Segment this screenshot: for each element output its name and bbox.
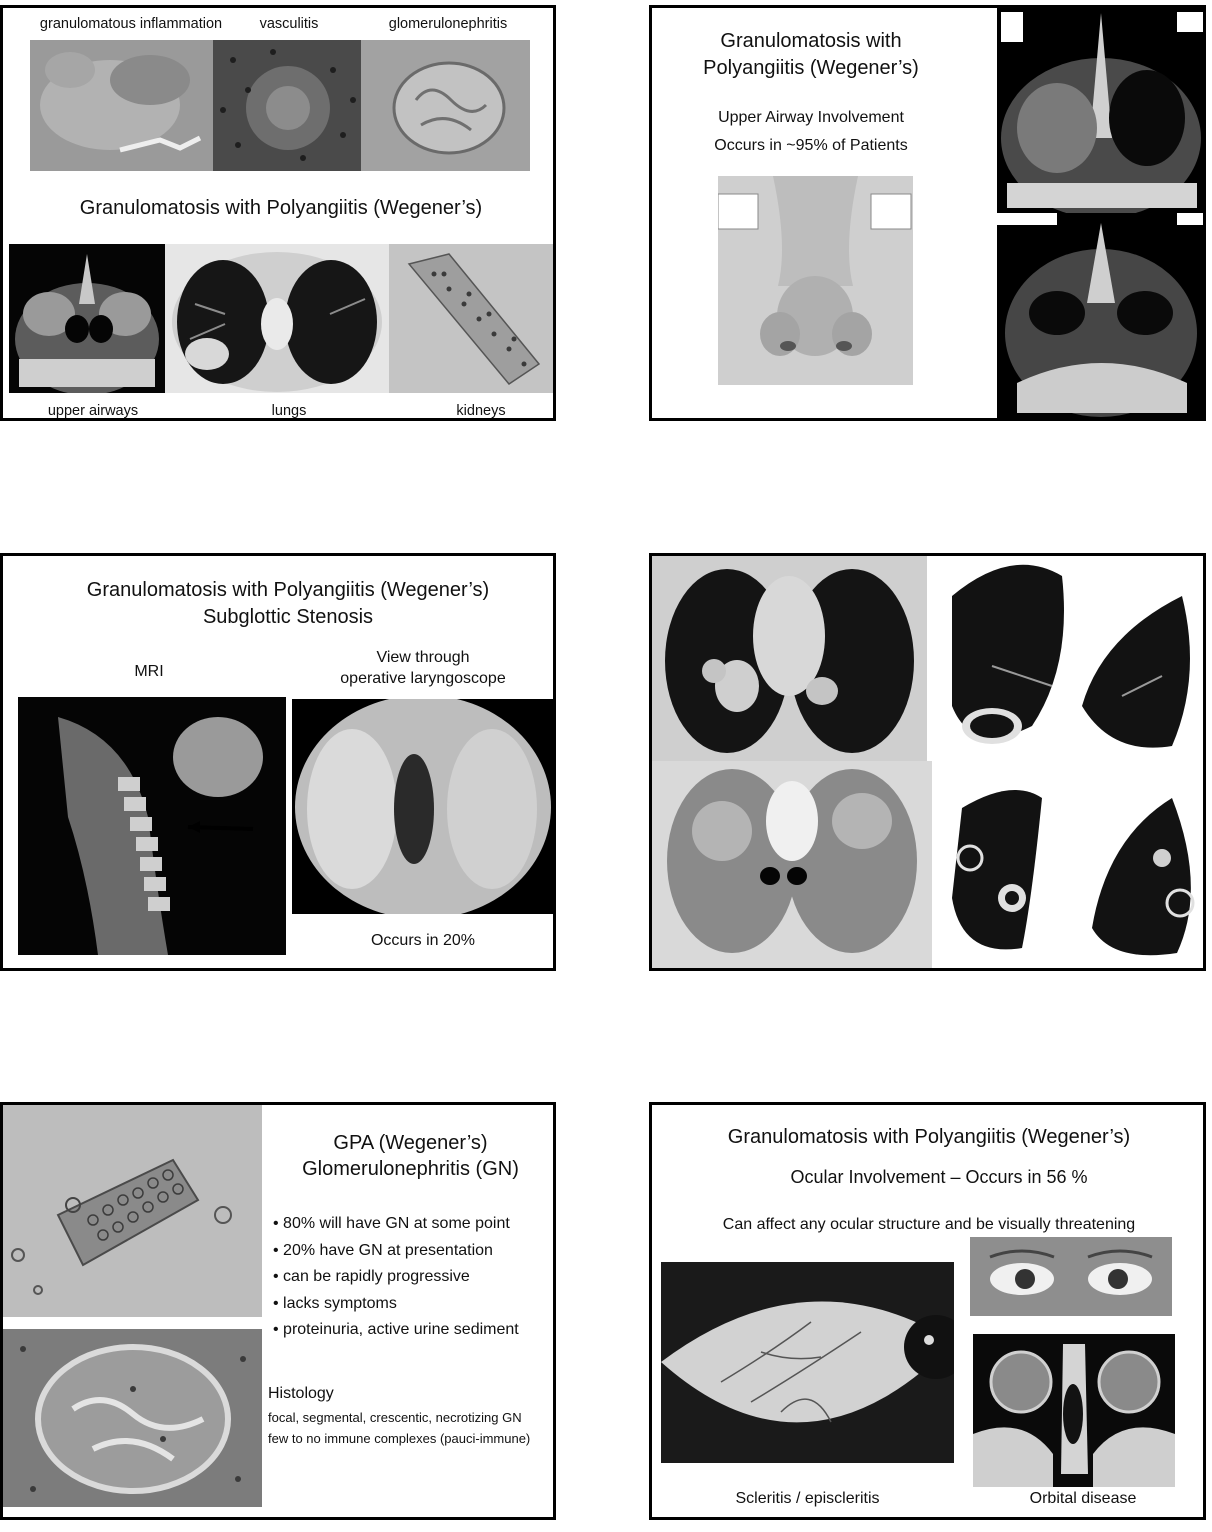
slide-upper-airway-involvement <box>649 5 1206 421</box>
caption-occurs-20: Occurs in 20% <box>370 932 476 949</box>
micrograph-vasculitis <box>213 40 361 171</box>
slide5-title-line1: GPA (Wegener’s) <box>333 1132 488 1154</box>
slide6-description: Can affect any ocular structure and be visually threatening <box>722 1216 1136 1233</box>
photo-saddle-nose <box>718 176 913 385</box>
slide6-subtitle: Ocular Involvement – Occurs in 56 % <box>790 1167 1088 1187</box>
slide-glomerulonephritis <box>0 1102 556 1520</box>
caption-glomerulonephritis: glomerulonephritis <box>388 16 508 32</box>
slide6-title: Granulomatosis with Polyangiitis (Wegener’s) <box>727 1126 1131 1148</box>
slide5-title-line2: Glomerulonephritis (GN) <box>302 1158 519 1180</box>
caption-kidneys: kidneys <box>456 403 506 419</box>
ct-multiple-cavities <box>932 768 1206 968</box>
ct-lungs <box>165 244 389 393</box>
laryngoscope-view <box>292 699 554 914</box>
list-item: • lacks symptoms <box>273 1291 519 1318</box>
ct-cavitary-lesion <box>932 556 1206 768</box>
ct-orbital-disease <box>973 1334 1175 1487</box>
ct-upper-airways <box>9 244 165 393</box>
histology-line1: focal, segmental, crescentic, necrotizing GN <box>268 1410 522 1425</box>
list-item: • can be rapidly progressive <box>273 1264 519 1291</box>
ct-diffuse-hemorrhage <box>652 761 932 968</box>
photo-proptosis <box>970 1237 1172 1316</box>
micrograph-rbc-cast <box>3 1105 262 1317</box>
slide-subglottic-stenosis <box>0 553 556 971</box>
slide2-subtitle-line2: Occurs in ~95% of Patients <box>714 137 908 154</box>
slide2-subtitle-line1: Upper Airway Involvement <box>718 109 904 126</box>
slide2-title-line1: Granulomatosis with <box>720 30 902 52</box>
histology-line2: few to no immune complexes (pauci-immune) <box>268 1431 531 1446</box>
slide1-title: Granulomatosis with Polyangiitis (Wegener’s) <box>79 197 483 219</box>
mri-neck-sagittal <box>18 697 286 955</box>
caption-lungs: lungs <box>271 403 307 419</box>
ct-sinuses-upper <box>997 8 1206 213</box>
list-item: • 80% will have GN at some point <box>273 1211 519 1238</box>
slide3-title-line2: Subglottic Stenosis <box>202 606 374 628</box>
slide-lung-ct-findings <box>649 553 1206 971</box>
slide-ocular-involvement <box>649 1102 1206 1520</box>
micrograph-crescentic-gn <box>3 1329 262 1507</box>
caption-orbital-disease: Orbital disease <box>1029 1490 1137 1507</box>
photo-scleritis <box>661 1262 954 1463</box>
micrograph-granulomatous-inflammation <box>30 40 213 171</box>
micrograph-urine-cast <box>389 244 553 393</box>
slide2-title-line2: Polyangiitis (Wegener’s) <box>703 57 919 79</box>
micrograph-glomerulonephritis <box>361 40 530 171</box>
caption-vasculitis: vasculitis <box>259 16 319 32</box>
label-view-line1: View through <box>376 649 470 666</box>
caption-upper-airways: upper airways <box>47 403 139 419</box>
caption-granulomatous-inflammation: granulomatous inflammation <box>39 16 223 32</box>
slide3-title-line1: Granulomatosis with Polyangiitis (Wegener’s) <box>86 579 490 601</box>
label-view-line2: operative laryngoscope <box>340 670 506 687</box>
gn-bullet-list <box>273 1211 519 1344</box>
ct-lung-nodules <box>652 556 927 761</box>
list-item: • proteinuria, active urine sediment <box>273 1317 519 1344</box>
list-item: • 20% have GN at presentation <box>273 1238 519 1265</box>
histology-heading: Histology <box>268 1385 334 1402</box>
ct-sinuses-lower <box>997 213 1206 421</box>
caption-scleritis: Scleritis / episcleritis <box>735 1490 880 1507</box>
label-mri: MRI <box>134 663 164 680</box>
slide-gpa-overview <box>0 5 556 421</box>
